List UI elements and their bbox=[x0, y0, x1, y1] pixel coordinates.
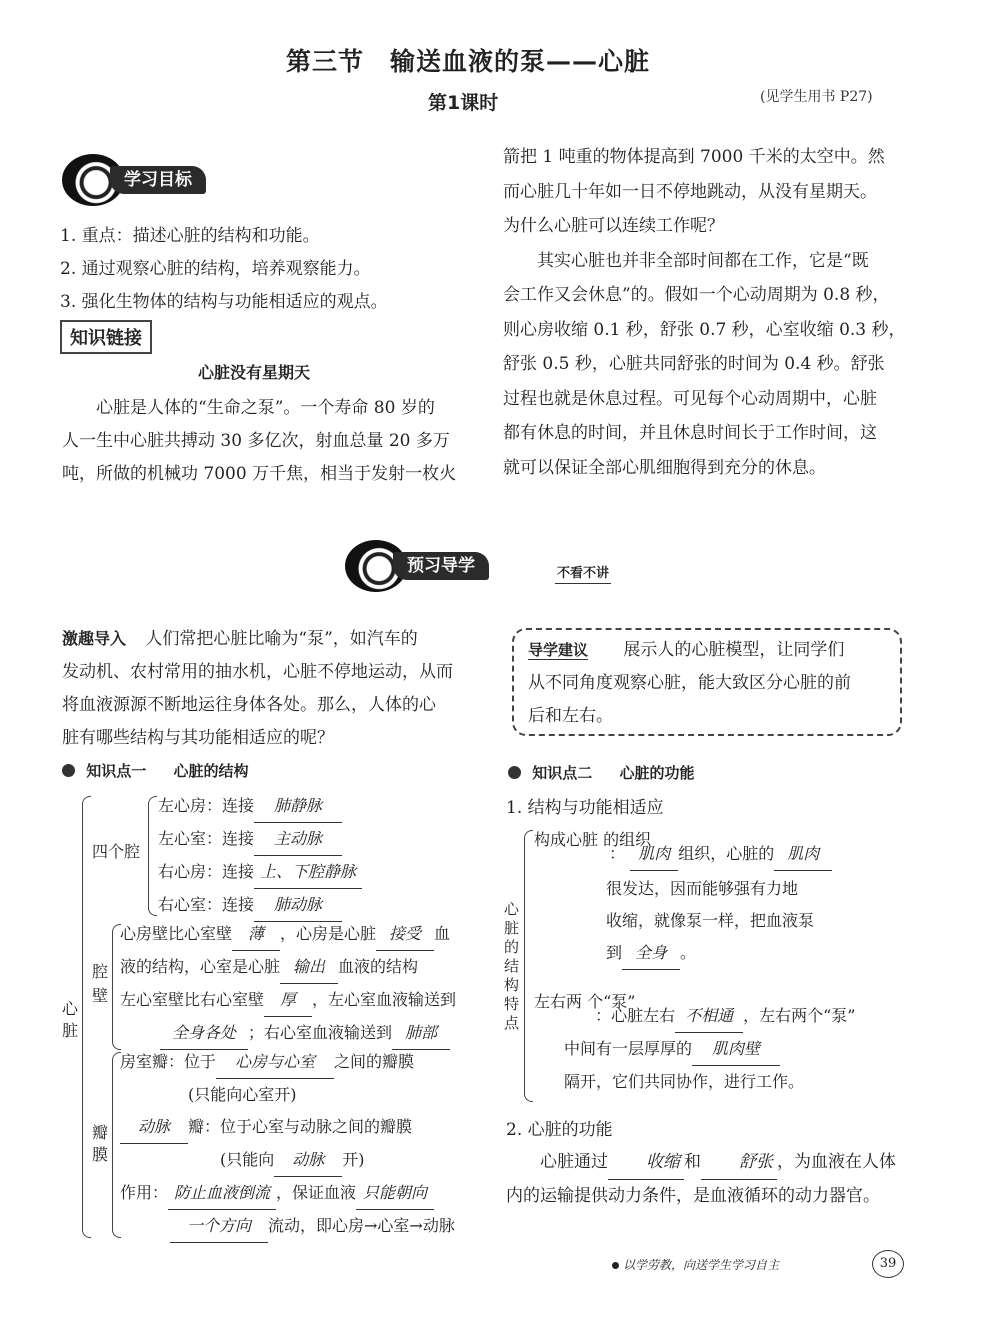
kp1-label: 知识点一 bbox=[86, 762, 147, 780]
tissue-block: 构成心脏 的组织 ： 肌肉 组织，心脏的 肌肉 很发达，因而能够强有力地 收缩，就像泵一样，把血液泵 到 全身 。 bbox=[534, 826, 832, 970]
chambers-label: 四个腔 bbox=[92, 842, 141, 861]
answer-blank: 防止血液倒流 bbox=[168, 1177, 276, 1210]
article-line: 就可以保证全部心肌细胞得到充分的休息。 bbox=[503, 457, 826, 478]
chamber-item: 左心室：连接 主动脉 bbox=[158, 823, 362, 856]
answer-blank: 肌肉 bbox=[774, 838, 832, 871]
article-line: 舒张 0.5 秒，心脏共同舒张的时间为 0.4 秒。舒张 bbox=[503, 354, 885, 374]
answer-blank: 输出 bbox=[280, 951, 338, 984]
intro-line: 发动机、农村常用的抽水机，心脏不停地运动，从而 bbox=[62, 662, 453, 682]
answer-blank: 全身各处 bbox=[160, 1017, 248, 1050]
tissue-label: 的组织 bbox=[603, 830, 652, 849]
kp2-subheading-2: 2. 心脏的功能 bbox=[506, 1120, 613, 1140]
article-line: 人一生中心脏共搏动 30 多亿次，射血总量 20 多万 bbox=[62, 431, 450, 451]
lesson-label: 第1课时 bbox=[428, 92, 499, 114]
answer-blank: 动脉 bbox=[274, 1144, 342, 1177]
kp2-header bbox=[508, 762, 695, 783]
kp2-subheading-1: 1. 结构与功能相适应 bbox=[506, 798, 664, 818]
page-title: 第三节 输送血液的泵——心脏 bbox=[286, 47, 651, 76]
structure-vertical-label: 心脏的结构特点 bbox=[504, 900, 520, 1032]
goal-item: 1. 重点：描述心脏的结构和功能。 bbox=[60, 226, 320, 246]
article-right-column bbox=[503, 140, 923, 485]
answer-blank: 上、下腔静脉 bbox=[254, 856, 362, 889]
answer-blank: 肌肉 bbox=[630, 838, 678, 871]
article-line: 吨，所做的机械功 7000 万千焦，相当于发射一枚火 bbox=[62, 464, 457, 484]
goals-banner-label: 学习目标 bbox=[110, 166, 206, 194]
answer-blank: 心房与心室 bbox=[216, 1046, 334, 1079]
wall-label: 腔壁 bbox=[92, 962, 109, 1005]
answer-blank: 薄 bbox=[232, 918, 280, 951]
knowledge-link-label: 知识链接 bbox=[60, 320, 152, 354]
answer-blank: 肌肉壁 bbox=[692, 1033, 780, 1066]
article-left-column bbox=[62, 392, 482, 491]
article-line: 都有休息的时间，并且休息时间长于工作时间，这 bbox=[503, 423, 877, 443]
intro-line: 人们常把心脏比喻为“泵”，如汽车的 bbox=[145, 629, 418, 649]
article-title: 心脏没有星期天 bbox=[198, 363, 311, 382]
pumps-label: 个“泵” bbox=[587, 992, 636, 1011]
answer-blank: 厚 bbox=[264, 984, 312, 1017]
page-number: 39 bbox=[872, 1250, 904, 1278]
preview-banner bbox=[345, 546, 645, 586]
kp1-title: 心脏的结构 bbox=[173, 762, 249, 780]
chambers-brace bbox=[148, 796, 157, 916]
answer-blank: 全身 bbox=[622, 937, 680, 970]
preview-banner-label: 预习导学 bbox=[393, 552, 489, 580]
root-brace bbox=[82, 796, 91, 1238]
kp1-root-label: 心脏 bbox=[62, 999, 79, 1040]
preview-tagline: 不看不讲 bbox=[555, 562, 611, 584]
article-line: 则心房收缩 0.1 秒，舒张 0.7 秒，心室收缩 0.3 秒， bbox=[503, 319, 906, 340]
answer-blank: 一个方向 bbox=[170, 1210, 268, 1243]
answer-blank: 肺动脉 bbox=[254, 889, 342, 922]
goal-item: 2. 通过观察心脏的结构，培养观察能力。 bbox=[60, 259, 371, 279]
valve-section: 房室瓣：位于 心房与心室 之间的瓣膜 (只能向心室开) 动脉 瓣：位于心室与动脉之间的瓣膜 (只能向 动脉 开) 作用： 防止血液倒流 ，保证血液 只能朝向 一个方向 流动，即心房→心室→动脉 bbox=[120, 1046, 455, 1243]
chamber-item: 右心房：连接 上、下腔静脉 bbox=[158, 856, 362, 889]
bullet-icon bbox=[612, 1262, 619, 1269]
answer-blank: 肺部 bbox=[392, 1017, 450, 1050]
suggestion-label: 导学建议 bbox=[528, 641, 589, 659]
textbook-reference: (见学生用书 P27) bbox=[760, 89, 873, 105]
intro-line: 脏有哪些结构与其功能相适应的呢？ bbox=[62, 728, 334, 748]
answer-blank: 动脉 bbox=[120, 1111, 188, 1144]
intro-line: 将血液源源不断地运往身体各处。那么，人体的心 bbox=[62, 695, 436, 715]
chamber-item: 左心房：连接 肺静脉 bbox=[158, 790, 362, 823]
suggestion-box bbox=[512, 628, 902, 736]
chambers-list bbox=[158, 790, 362, 922]
answer-blank: 不相通 bbox=[675, 1000, 743, 1033]
goals-list bbox=[60, 220, 480, 319]
answer-blank: 接受 bbox=[376, 918, 434, 951]
function-paragraph: 心脏通过 收缩 和 舒张 ，为血液在人体 内的运输提供动力条件，是血液循环的动力器官。 bbox=[506, 1146, 916, 1213]
article-line: 会工作又会休息”的。假如一个心动周期为 0.8 秒， bbox=[503, 285, 890, 305]
goal-item: 3. 强化生物体的结构与功能相适应的观点。 bbox=[60, 292, 388, 312]
answer-blank: 舒张 bbox=[701, 1146, 777, 1180]
chamber-item: 右心室：连接 肺动脉 bbox=[158, 889, 362, 922]
goals-banner bbox=[62, 160, 292, 200]
article-line: 过程也就是休息过程。可见每个心动周期中，心脏 bbox=[503, 388, 877, 409]
pumps-block: 左右两 个“泵” ：心脏左右 不相通 ，左右两个“泵” 中间有一层厚厚的 肌肉壁 隔开，它们共同协作，进行工作。 bbox=[534, 992, 856, 1091]
answer-blank: 主动脉 bbox=[254, 823, 342, 856]
kp2-label: 知识点二 bbox=[532, 764, 593, 782]
kp1-header bbox=[62, 760, 249, 781]
article-line: 箭把 1 吨重的物体提高到 7000 千米的太空中。然 bbox=[503, 147, 885, 167]
answer-blank: 收缩 bbox=[608, 1146, 684, 1180]
suggestion-line: 后和左右。 bbox=[528, 706, 613, 726]
suggestion-line: 从不同角度观察心脏，能大致区分心脏的前 bbox=[528, 673, 851, 693]
intro-label: 激趣导入 bbox=[62, 629, 127, 648]
valve-label: 瓣膜 bbox=[92, 1123, 109, 1164]
kp2-title: 心脏的功能 bbox=[619, 764, 695, 782]
article-line: 其实心脏也并非全部时间都在工作，它是“既 bbox=[537, 250, 869, 271]
article-line: 而心脏几十年如一日不停地跳动，从没有星期天。 bbox=[503, 181, 877, 202]
article-line: 心脏是人体的“生命之泵”。一个寿命 80 岁的 bbox=[96, 398, 435, 418]
tissue-label: 构成心脏 bbox=[534, 830, 599, 849]
intro-section bbox=[62, 622, 482, 755]
article-line: 为什么心脏可以连续工作呢？ bbox=[503, 216, 724, 236]
answer-blank: 肺静脉 bbox=[254, 790, 342, 823]
moon-bullet-icon bbox=[62, 764, 75, 777]
structure-brace bbox=[524, 830, 533, 1102]
pumps-label: 左右两 bbox=[534, 992, 583, 1011]
answer-blank: 只能朝向 bbox=[356, 1177, 434, 1210]
suggestion-line: 展示人的心脏模型，让同学们 bbox=[623, 640, 845, 660]
footer-slogan: 以学劳教，向送学生学习自主 bbox=[612, 1256, 779, 1273]
wall-section: 心房壁比心室壁 薄 ，心房是心脏 接受 血 液的结构，心室是心脏 输出 血液的结构 左心室壁比右心室壁 厚 ，左心室血液输送到 全身各处 ；右心室血液输送到 肺部 bbox=[120, 918, 456, 1050]
moon-bullet-icon bbox=[508, 766, 521, 779]
